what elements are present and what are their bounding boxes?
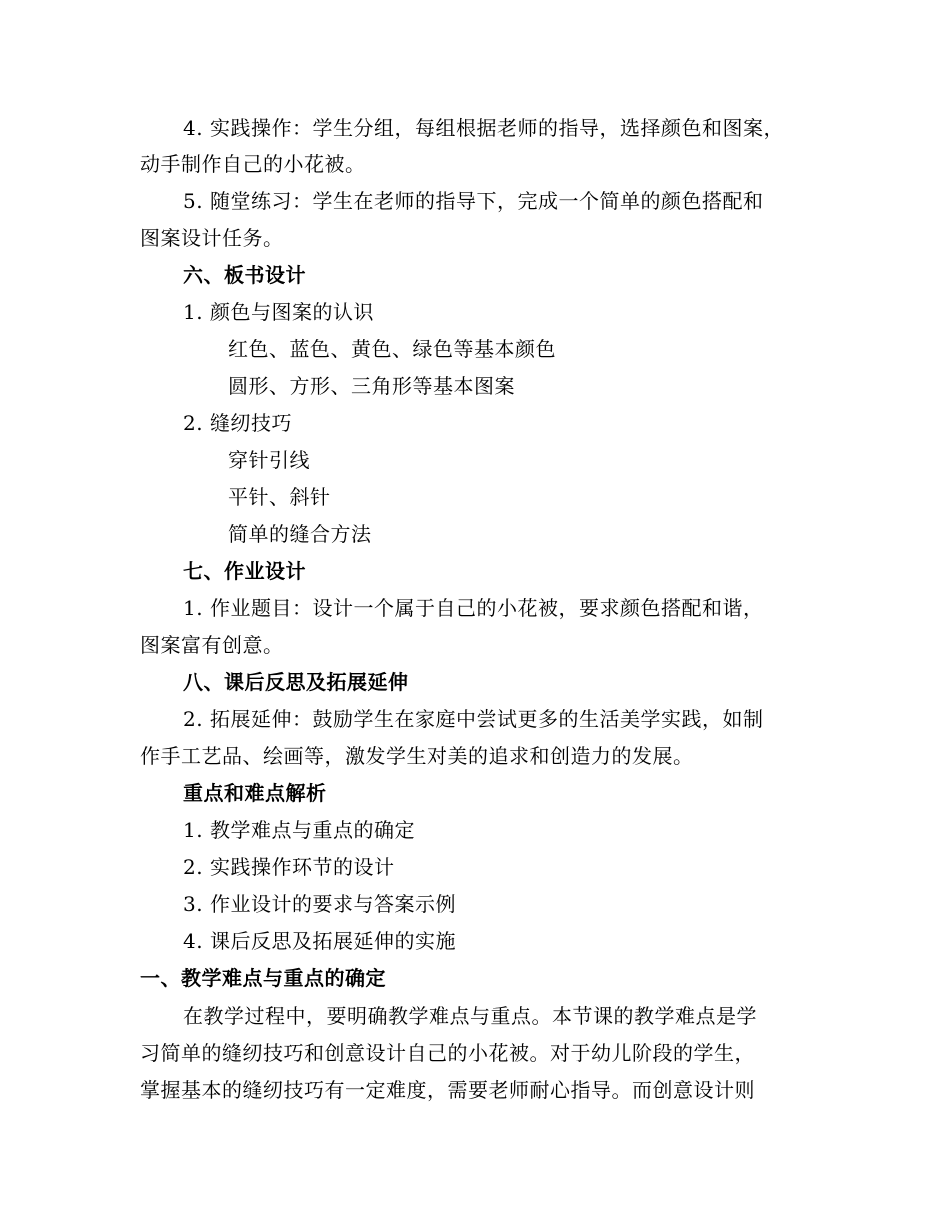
text-line: 习简单的缝纫技巧和创意设计自己的小花被。对于幼儿阶段的学生，	[140, 1041, 755, 1065]
list-item: 1. 颜色与图案的认识	[183, 300, 374, 324]
section-heading: 七、作业设计	[183, 559, 306, 583]
text-line: 5. 随堂练习：学生在老师的指导下，完成一个简单的颜色搭配和	[183, 189, 764, 213]
text-line: 掌握基本的缝纫技巧有一定难度，需要老师耐心指导。而创意设计则	[140, 1078, 755, 1102]
list-item: 3. 作业设计的要求与答案示例	[183, 892, 456, 916]
list-item: 4. 课后反思及拓展延伸的实施	[183, 929, 456, 953]
text-line: 作手工艺品、绘画等，激发学生对美的追求和创造力的发展。	[140, 744, 694, 768]
text-line: 1. 作业题目：设计一个属于自己的小花被，要求颜色搭配和谐，	[183, 596, 764, 620]
text-line: 在教学过程中，要明确教学难点与重点。本节课的教学难点是学	[183, 1004, 757, 1028]
sub-item: 红色、蓝色、黄色、绿色等基本颜色	[228, 337, 556, 361]
text-line: 4. 实践操作：学生分组，每组根据老师的指导，选择颜色和图案，	[183, 116, 784, 140]
list-item: 2. 实践操作环节的设计	[183, 855, 395, 879]
list-item: 1. 教学难点与重点的确定	[183, 818, 415, 842]
list-item: 2. 缝纫技巧	[183, 411, 292, 435]
section-heading: 六、板书设计	[183, 263, 306, 287]
text-line: 2. 拓展延伸：鼓励学生在家庭中尝试更多的生活美学实践，如制	[183, 707, 764, 731]
text-line: 图案富有创意。	[140, 633, 284, 657]
section-heading: 一、教学难点与重点的确定	[140, 966, 386, 990]
section-heading: 重点和难点解析	[183, 781, 327, 805]
sub-item: 平针、斜针	[228, 485, 331, 509]
sub-item: 圆形、方形、三角形等基本图案	[228, 374, 515, 398]
sub-item: 穿针引线	[228, 448, 310, 472]
text-line: 图案设计任务。	[140, 226, 284, 250]
sub-item: 简单的缝合方法	[228, 522, 372, 546]
text-line: 动手制作自己的小花被。	[140, 152, 366, 176]
section-heading: 八、课后反思及拓展延伸	[183, 670, 409, 694]
